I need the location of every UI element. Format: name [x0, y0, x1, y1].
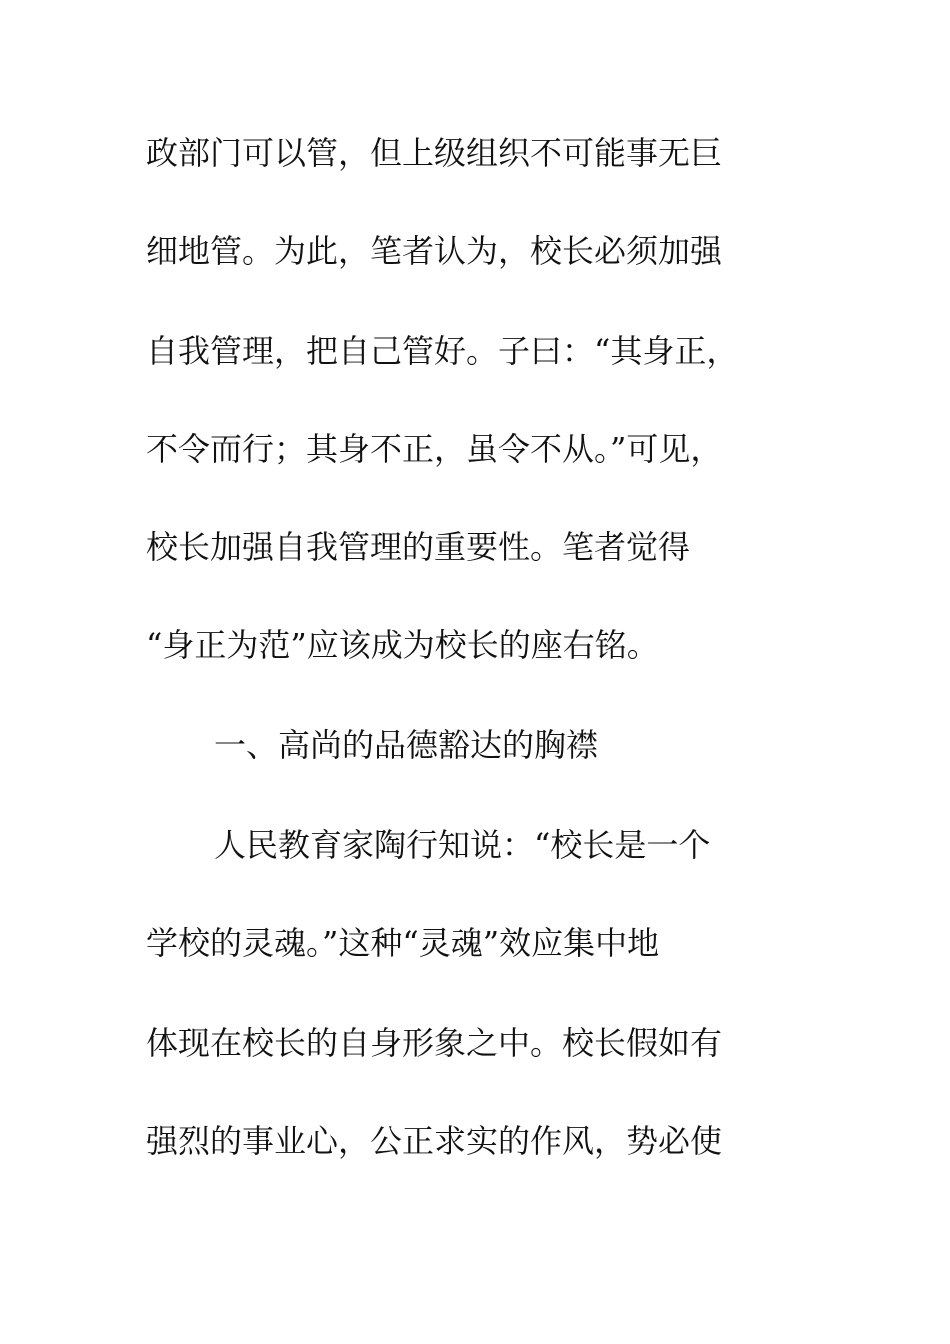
text-line: 强烈的事业心，公正求实的作风，势必使 — [146, 1122, 723, 1160]
text-line: 自我管理，把自己管好。子曰：“其身正， — [146, 332, 739, 370]
section-heading: 一、高尚的品德豁达的胸襟 — [214, 726, 599, 764]
text-line: 学校的灵魂。”这种“灵魂”效应集中地 — [146, 924, 660, 962]
text-line: 校长加强自我管理的重要性。笔者觉得 — [146, 528, 691, 566]
text-line: 政部门可以管，但上级组织不可能事无巨 — [146, 134, 723, 172]
text-line: 人民教育家陶行知说：“校长是一个 — [214, 826, 711, 864]
text-line: 细地管。为此，笔者认为，校长必须加强 — [146, 232, 723, 270]
text-line: “身正为范”应该成为校长的座右铭。 — [146, 626, 659, 664]
text-line: 体现在校长的自身形象之中。校长假如有 — [146, 1024, 723, 1062]
text-line: 不令而行；其身不正，虽令不从。”可见， — [146, 430, 723, 468]
